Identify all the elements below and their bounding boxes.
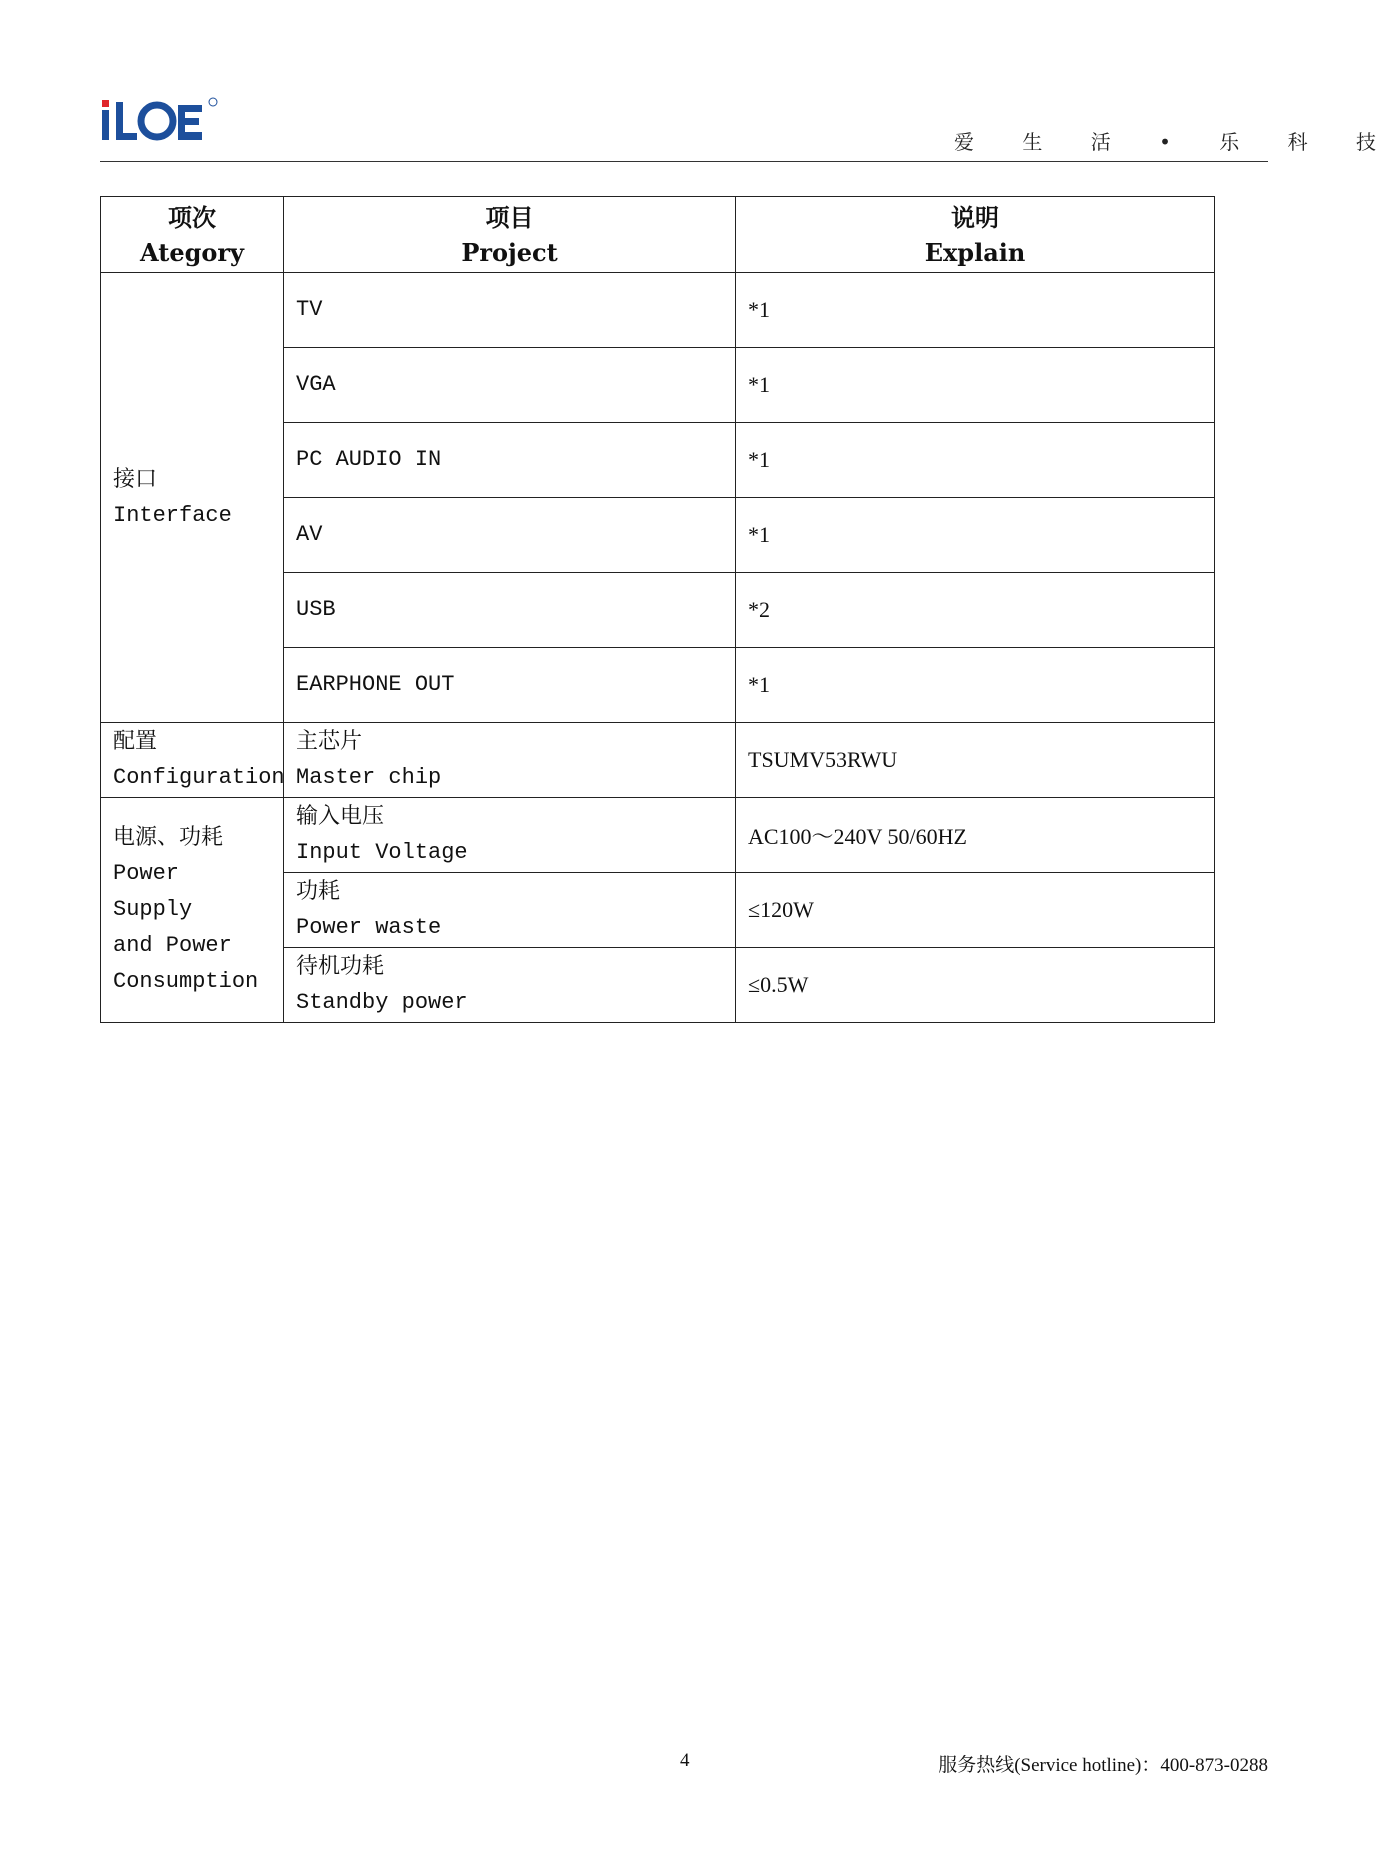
project-cell: [284, 873, 736, 948]
column-header-explain-en: Explain: [924, 237, 1026, 267]
table-row: [101, 798, 1215, 873]
project-cell: TV: [284, 273, 736, 348]
category-label-en: Consumption: [113, 969, 259, 994]
column-header-project: [284, 197, 736, 273]
project-cell: [284, 798, 736, 873]
explain-cell: *2: [736, 573, 1215, 648]
column-header-project-cn: 项目: [485, 202, 534, 232]
table-row: [101, 273, 1215, 348]
project-label-cn: 待机功耗: [296, 954, 385, 979]
project-label-cn: 功耗: [296, 879, 341, 904]
column-header-project-en: Project: [461, 237, 558, 267]
category-cell-configuration: [101, 723, 284, 798]
project-cell: USB: [284, 573, 736, 648]
header-divider: [100, 161, 1268, 162]
category-label-cn: 配置: [113, 729, 158, 754]
column-header-category-cn: 项次: [168, 202, 216, 232]
explain-cell: *1: [736, 498, 1215, 573]
page-number: 4: [680, 1750, 690, 1771]
project-label-cn: 主芯片: [296, 729, 363, 754]
category-cell-interface: [101, 273, 284, 723]
brand-logo: [100, 96, 220, 146]
project-cell: EARPHONE OUT: [284, 648, 736, 723]
column-header-category-en: Ategory: [140, 237, 244, 267]
column-header-category: [101, 197, 284, 273]
project-cell: [284, 723, 736, 798]
column-header-explain-cn: 说明: [951, 202, 999, 232]
project-cell: PC AUDIO IN: [284, 423, 736, 498]
explain-cell: TSUMV53RWU: [736, 723, 1215, 798]
explain-cell: ≤0.5W: [736, 948, 1215, 1023]
explain-cell: *1: [736, 348, 1215, 423]
category-label-en: Configuration: [113, 765, 285, 790]
project-label-en: Input Voltage: [296, 840, 468, 865]
explain-cell: *1: [736, 423, 1215, 498]
category-label-en: and Power: [113, 933, 232, 958]
explain-cell: AC100～240V 50/60HZ: [736, 798, 1215, 873]
project-label-en: Standby power: [296, 990, 468, 1015]
explain-cell: *1: [736, 273, 1215, 348]
explain-cell: ≤120W: [736, 873, 1215, 948]
project-label-en: Power waste: [296, 915, 442, 940]
brand-tagline: 爱 生 活 • 乐 科 技: [954, 130, 1397, 154]
spec-table: [100, 196, 1215, 1023]
category-label-cn: 接口: [113, 466, 158, 492]
category-cell-power: [101, 798, 284, 1023]
explain-cell: *1: [736, 648, 1215, 723]
category-label-en: Interface: [113, 502, 232, 528]
project-cell: AV: [284, 498, 736, 573]
project-label-cn: 输入电压: [296, 804, 385, 829]
column-header-explain: [736, 197, 1215, 273]
project-cell: [284, 948, 736, 1023]
project-label-en: Master chip: [296, 765, 442, 790]
category-label-cn: 电源、功耗: [113, 825, 224, 850]
project-cell: VGA: [284, 348, 736, 423]
category-label-en: Power Supply: [113, 861, 193, 922]
service-hotline: 服务热线(Service hotline)：400-873-0288: [938, 1755, 1268, 1776]
table-row: [101, 723, 1215, 798]
table-header-row: [101, 197, 1215, 273]
